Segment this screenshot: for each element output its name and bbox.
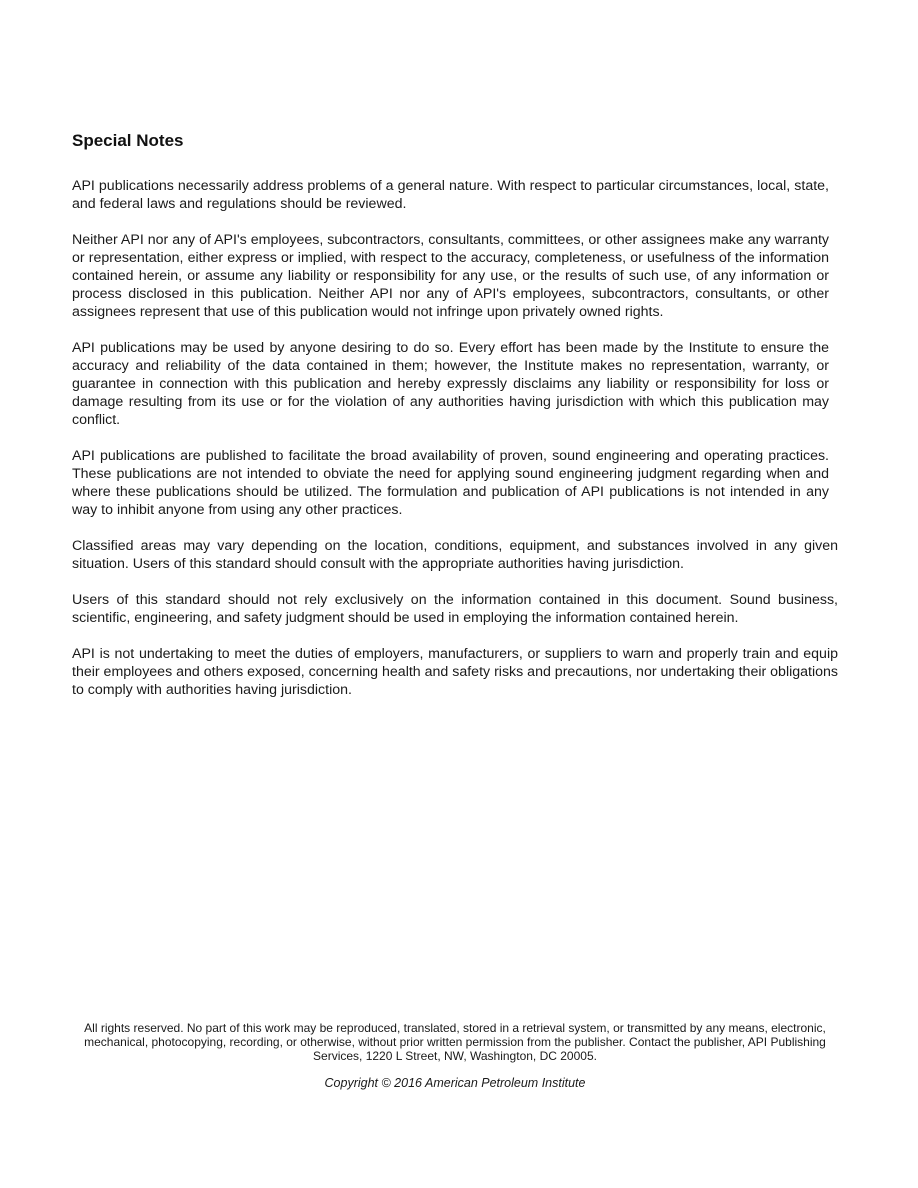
paragraph-warranty-disclaimer: Neither API nor any of API's employees, subcontractors, consultants, committees, or other assignees make any warranty or representation, either express or implied, with respect to the accuracy, completeness, or usefulness of the information contained herein, or assume any liability or responsibility for any use, or the results of such use, of any information or process disclosed in this publication. Neither API nor any of API's employees, subcontractors, consultants, or other assignees represent that use of this publication would not infringe upon privately owned rights. <box>72 232 829 320</box>
section-title: Special Notes <box>72 131 184 150</box>
paragraph-employer-duties: API is not undertaking to meet the duties of employers, manufacturers, or suppliers to warn and properly train and equip their employees and others exposed, concerning health and safety risks and precautions, nor undertaking their obligations to comply with authorities having jurisdiction. <box>72 646 838 698</box>
paragraph-usage-disclaimer: API publications may be used by anyone desiring to do so. Every effort has been made by the Institute to ensure the accuracy and reliability of the data contained in them; however, the Institute makes no representation, warranty, or guarantee in connection with this publication and hereby expressly disclaims any liability or responsibility for loss or damage resulting from its use or for the violation of any authorities having jurisdiction with which this publication may conflict. <box>72 340 829 428</box>
paragraph-publication-purpose: API publications are published to facilitate the broad availability of proven, sound engineering and operating practices. These publications are not intended to obviate the need for applying sound engineering judgment regarding when and where these publications should be utilized. The formulation and publication of API publications is not intended in any way to inhibit anyone from using any other practices. <box>72 448 829 518</box>
copyright-notice: Copyright © 2016 American Petroleum Institute <box>324 1076 586 1090</box>
paragraph-sound-judgment: Users of this standard should not rely exclusively on the information contained in this document. Sound business, scientific, engineering, and safety judgment should be used in employing the information contained herein. <box>72 592 838 626</box>
page-footer <box>72 1021 838 1091</box>
paragraph-classified-areas: Classified areas may vary depending on the location, conditions, equipment, and substances involved in any given situation. Users of this standard should consult with the appropriate authorities having jurisdiction. <box>72 538 838 572</box>
paragraph-general-nature: API publications necessarily address problems of a general nature. With respect to particular circumstances, local, state, and federal laws and regulations should be reviewed. <box>72 178 829 212</box>
special-notes-section <box>72 130 838 717</box>
rights-reserved-notice: All rights reserved. No part of this work may be reproduced, translated, stored in a retrieval system, or transmitted by any means, electronic, mechanical, photocopying, recording, or otherwise, without prior written permission from the publisher. Contact the publisher, API Publishing Services, 1220 L Street, NW, Washington, DC 20005. <box>84 1021 826 1063</box>
